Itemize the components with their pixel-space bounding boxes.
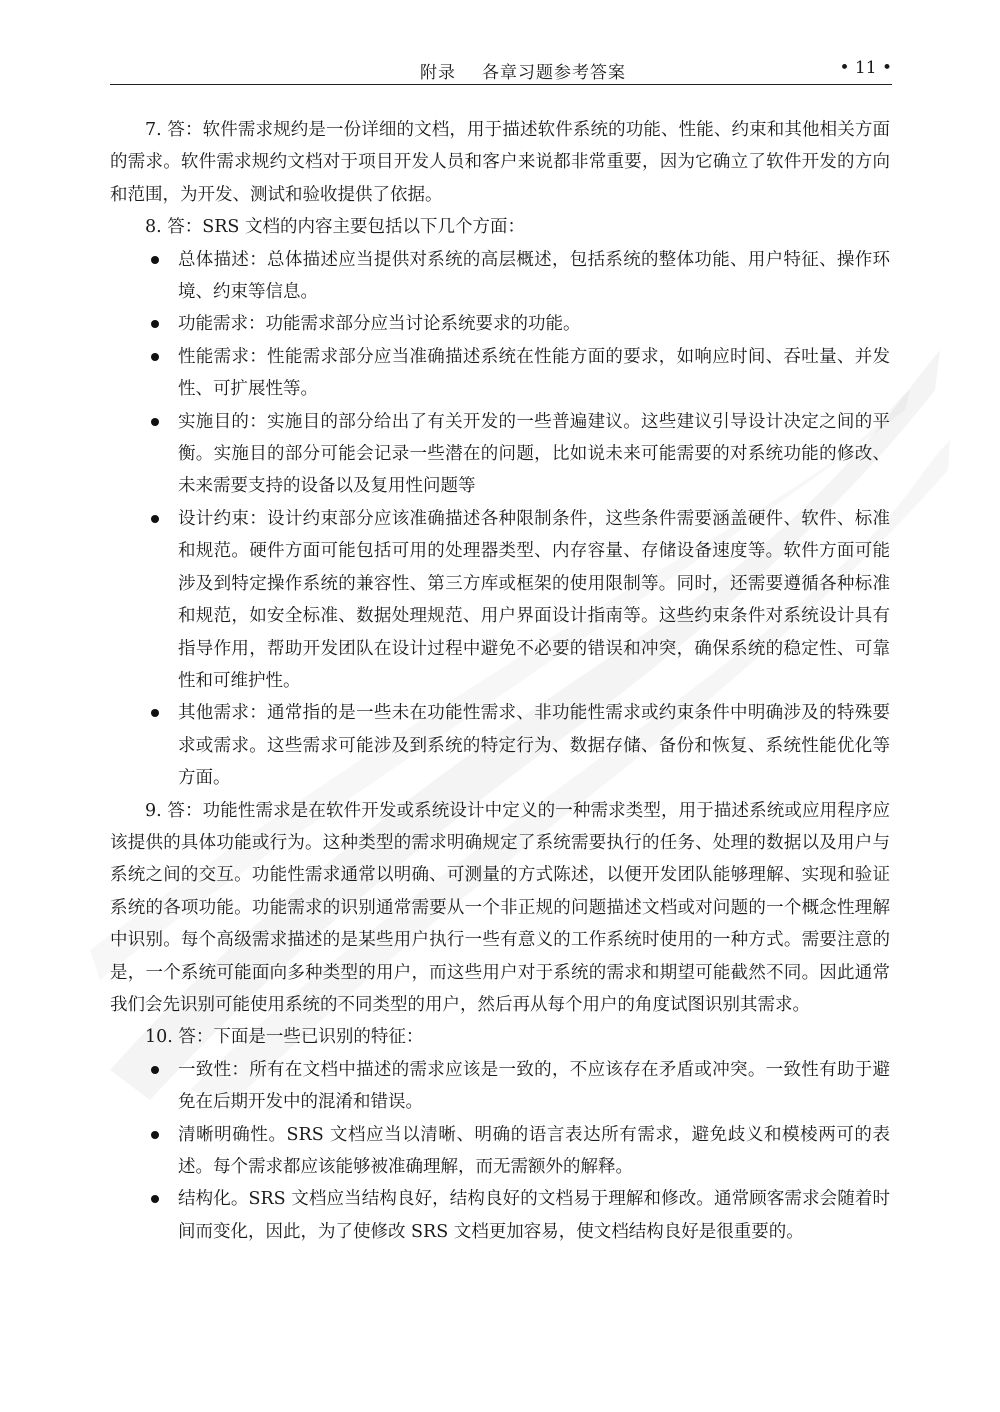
bullet-icon [151,320,159,328]
header-chapter-title: 各章习题参考答案 [482,63,626,83]
answer-8-list [110,244,890,795]
header-section: 附录 [420,63,456,83]
header-rule [110,84,892,85]
bullet-icon [151,709,159,717]
list-item: 总体描述：总体描述应当提供对系统的高层概述，包括系统的整体功能、用户特征、操作环境、约束等信息。 [110,244,890,309]
bullet-icon [151,256,159,264]
bullet-icon [151,515,159,523]
page-body [110,114,890,1248]
list-item: 功能需求：功能需求部分应当讨论系统要求的功能。 [110,308,890,340]
running-title [420,58,626,83]
list-item: 设计约束：设计约束部分应该准确描述各种限制条件，这些条件需要涵盖硬件、软件、标准和规范。硬件方面可能包括可用的处理器类型、内存容量、存储设备速度等。软件方面可能涉及到特定操作系统的兼容性、第三方库或框架的使用限制等。同时，还需要遵循各种标准和规范，如安全标准、数据处理规范、用户界面设计指南等。这些约束条件对系统设计具有指导作用，帮助开发团队在设计过程中避免不必要的错误和冲突，确保系统的稳定性、可靠性和可维护性。 [110,503,890,697]
bullet-icon [151,1195,159,1203]
bullet-icon [151,418,159,426]
page-header [110,58,892,84]
answer-7: 7. 答：软件需求规约是一份详细的文档，用于描述软件系统的功能、性能、约束和其他相关方面的需求。软件需求规约文档对于项目开发人员和客户来说都非常重要，因为它确立了软件开发的方向和范围，为开发、测试和验收提供了依据。 [110,120,890,205]
answer-9: 9. 答：功能性需求是在软件开发或系统设计中定义的一种需求类型，用于描述系统或应用程序应该提供的具体功能或行为。这种类型的需求明确规定了系统需要执行的任务、处理的数据以及用户与系统之间的交互。功能性需求通常以明确、可测量的方式陈述，以便开发团队能够理解、实现和验证系统的各项功能。功能需求的识别通常需要从一个非正规的问题描述文档或对问题的一个概念性理解中识别。每个高级需求描述的是某些用户执行一些有意义的工作系统时使用的一种方式。需要注意的是，一个系统可能面向多种类型的用户，而这些用户对于系统的需求和期望可能截然不同。因此通常我们会先识别可能使用系统的不同类型的用户，然后再从每个用户的角度试图识别其需求。 [110,800,890,1015]
answer-10-list [110,1054,890,1248]
answer-8-intro: 8. 答：SRS 文档的内容主要包括以下几个方面： [145,217,525,238]
list-item: 结构化。SRS 文档应当结构良好，结构良好的文档易于理解和修改。通常顾客需求会随着时间而变化，因此，为了使修改 SRS 文档更加容易，使文档结构良好是很重要的。 [110,1183,890,1248]
list-item: 其他需求：通常指的是一些未在功能性需求、非功能性需求或约束条件中明确涉及的特殊要求或需求。这些需求可能涉及到系统的特定行为、数据存储、备份和恢复、系统性能优化等方面。 [110,697,890,794]
list-item: 实施目的：实施目的部分给出了有关开发的一些普遍建议。这些建议引导设计决定之间的平衡。实施目的部分可能会记录一些潜在的问题，比如说未来可能需要的对系统功能的修改、未来需要支持的设备以及复用性问题等 [110,406,890,503]
list-item: 性能需求：性能需求部分应当准确描述系统在性能方面的要求，如响应时间、吞吐量、并发性、可扩展性等。 [110,341,890,406]
answer-10-intro: 10. 答：下面是一些已识别的特征： [145,1027,424,1048]
page-number: • 11 • [839,58,892,78]
list-item: 清晰明确性。SRS 文档应当以清晰、明确的语言表达所有需求，避免歧义和模棱两可的表述。每个需求都应该能够被准确理解，而无需额外的解释。 [110,1119,890,1184]
list-item: 一致性：所有在文档中描述的需求应该是一致的，不应该存在矛盾或冲突。一致性有助于避免在后期开发中的混淆和错误。 [110,1054,890,1119]
bullet-icon [151,1131,159,1139]
bullet-icon [151,353,159,361]
bullet-icon [151,1066,159,1074]
